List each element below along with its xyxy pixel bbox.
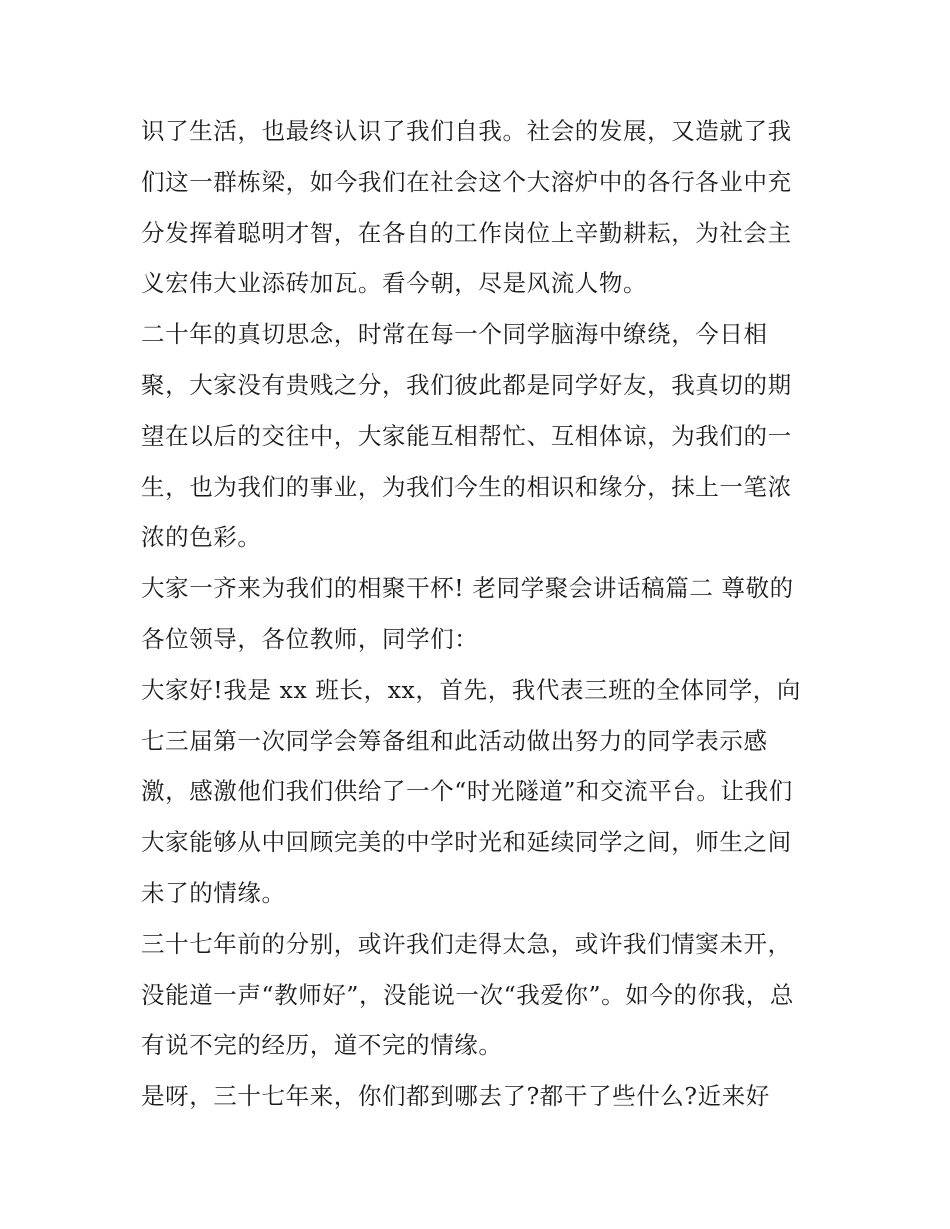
text-line: 激，感激他们我们供给了一个“时光隧道”和交流平台。让我们 xyxy=(141,777,793,806)
text-line: 未了的情缘。 xyxy=(141,878,286,907)
text-line: 有说不完的经历，道不完的情缘。 xyxy=(141,1031,503,1060)
text-line: 七三届第一次同学会筹备组和此活动做出努力的同学表示感 xyxy=(141,726,768,755)
document-body xyxy=(141,111,821,1127)
text-line: 浓的色彩。 xyxy=(141,523,262,552)
text-line: 大家能够从中回顾完美的中学时光和延续同学之间，师生之间 xyxy=(141,828,792,857)
text-line: 生，也为我们的事业，为我们今生的相识和缘分，抹上一笔浓 xyxy=(141,472,792,501)
text-line: 识了生活，也最终认识了我们自我。社会的发展，又造就了我 xyxy=(141,117,792,145)
text-line: 二十年的真切思念，时常在每一个同学脑海中缭绕，今日相 xyxy=(141,320,768,349)
text-line: 没能道一声“教师好”，没能说一次“我爱你”。如今的你我，总 xyxy=(141,980,794,1009)
text-line: 望在以后的交往中，大家能互相帮忙、互相体谅，为我们的一 xyxy=(141,421,792,450)
text-line: 义宏伟大业添砖加瓦。看今朝，尽是风流人物。 xyxy=(141,269,648,298)
text-line: 大家好!我是 xx 班长，xx，首先，我代表三班的全体同学，向 xyxy=(141,675,801,704)
text-line: 三十七年前的分别，或许我们走得太急，或许我们情窦未开， xyxy=(141,929,792,958)
text-line: 分发挥着聪明才智，在各自的工作岗位上辛勤耕耘，为社会主 xyxy=(141,218,792,247)
text-line: 各位领导，各位教师，同学们： xyxy=(141,624,479,653)
text-line: 聚，大家没有贵贱之分，我们彼此都是同学好友，我真切的期 xyxy=(141,370,792,399)
text-line: 是呀，三十七年来，你们都到哪去了?都干了些什么?近来好 xyxy=(141,1082,770,1111)
text-line: 们这一群栋梁，如今我们在社会这个大溶炉中的各行各业中充 xyxy=(141,167,792,196)
text-line: 大家一齐来为我们的相聚干杯! 老同学聚会讲话稿篇二 尊敬的 xyxy=(141,574,794,603)
